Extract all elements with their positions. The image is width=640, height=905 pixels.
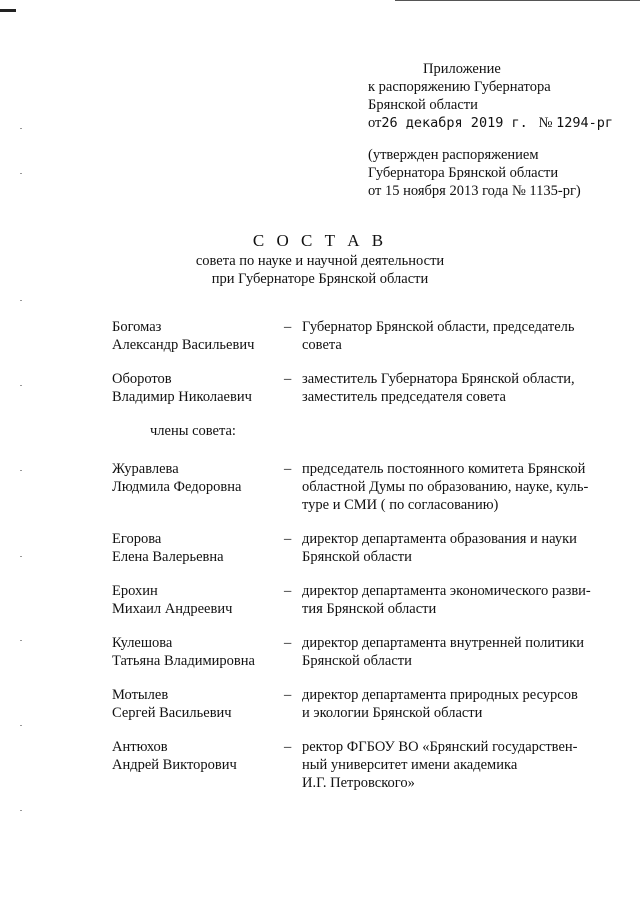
member-position [302,460,602,514]
number-value: 1294-рг [556,115,613,131]
position-line: заместитель председателя совета [302,389,506,405]
position-line: ный университет имени академика [302,757,518,773]
member-position [302,686,602,722]
position-line: директор департамента экономического разви- [302,583,591,599]
member-entry [112,318,612,354]
position-line: Брянской области [302,653,412,669]
member-entry [112,738,612,792]
member-surname: Богомаз [112,319,162,335]
member-given-names: Татьяна Владимировна [112,653,255,669]
approved-note [368,146,581,200]
members-heading: члены совета: [150,423,236,439]
position-line: директор департамента природных ресурсов [302,687,578,703]
title-subline: совета по науке и научной деятельности [195,253,445,269]
margin-tick [20,810,22,811]
member-given-names: Сергей Васильевич [112,705,232,721]
member-given-names: Людмила Федоровна [112,479,242,495]
member-surname: Оборотов [112,371,172,387]
date-value: 26 декабря 2019 г. [381,115,528,131]
member-position [302,370,602,406]
position-line: туре и СМИ ( по согласованию) [302,497,499,513]
margin-tick [20,385,22,386]
dash: – [284,635,292,651]
member-entry [112,634,612,670]
approved-line: (утвержден распоряжением [368,147,539,163]
position-line: и экологии Брянской области [302,705,483,721]
member-entry [112,582,612,618]
margin-tick [20,173,22,174]
member-position [302,634,602,670]
member-given-names: Андрей Викторович [112,757,237,773]
document-title [0,230,640,288]
margin-tick [20,300,22,301]
scan-mark-top [395,0,640,1]
appendix-label: Приложение [423,61,501,77]
margin-tick [20,725,22,726]
date-prefix: от [368,115,382,131]
position-line: областной Думы по образованию, науке, куль- [302,479,589,495]
member-name [112,318,284,354]
margin-tick [20,556,22,557]
margin-tick [20,640,22,641]
appendix-block [368,60,613,132]
member-position [302,738,602,792]
member-position [302,318,602,354]
member-surname: Антюхов [112,739,168,755]
dash: – [284,687,292,703]
dash: – [284,583,292,599]
appendix-region-line: Брянской области [368,97,478,113]
scan-mark-left [0,9,16,12]
member-given-names: Михаил Андреевич [112,601,233,617]
approved-line: от 15 ноября 2013 года № 1135-рг) [368,183,581,199]
title-heading: С О С Т А В [252,231,388,250]
position-line: директор департамента образования и науки [302,531,577,547]
position-line: ректор ФГБОУ ВО «Брянский государствен- [302,739,578,755]
member-position [302,530,602,566]
member-name [112,460,284,514]
position-line: совета [302,337,342,353]
member-name [112,530,284,566]
number-prefix: № [538,115,553,131]
position-line: тия Брянской области [302,601,437,617]
member-entry [112,460,612,514]
title-subline: при Губернаторе Брянской области [211,271,429,287]
member-given-names: Елена Валерьевна [112,549,224,565]
member-surname: Журавлева [112,461,179,477]
member-entry [112,686,612,722]
appendix-order-line: к распоряжению Губернатора [368,79,551,95]
position-line: Губернатор Брянской области, председатель [302,319,575,335]
member-surname: Мотылев [112,687,169,703]
margin-tick [20,470,22,471]
dash: – [284,319,292,335]
appendix-date-number [368,114,613,132]
position-line: Брянской области [302,549,412,565]
position-line: директор департамента внутренней политики [302,635,585,651]
position-line: заместитель Губернатора Брянской области, [302,371,575,387]
member-name [112,738,284,792]
dash: – [284,739,292,755]
member-surname: Кулешова [112,635,173,651]
member-name [112,686,284,722]
margin-tick [20,128,22,129]
member-surname: Егорова [112,531,162,547]
council-members [112,318,612,808]
dash: – [284,461,292,477]
member-given-names: Александр Васильевич [112,337,255,353]
member-name [112,582,284,618]
member-entry [112,370,612,406]
dash: – [284,531,292,547]
member-name [112,634,284,670]
position-line: И.Г. Петровского» [302,775,415,791]
position-line: председатель постоянного комитета Брянской [302,461,586,477]
member-position [302,582,602,618]
approved-line: Губернатора Брянской области [368,165,559,181]
member-surname: Ерохин [112,583,158,599]
member-given-names: Владимир Николаевич [112,389,252,405]
member-entry [112,530,612,566]
member-name [112,370,284,406]
dash: – [284,371,292,387]
